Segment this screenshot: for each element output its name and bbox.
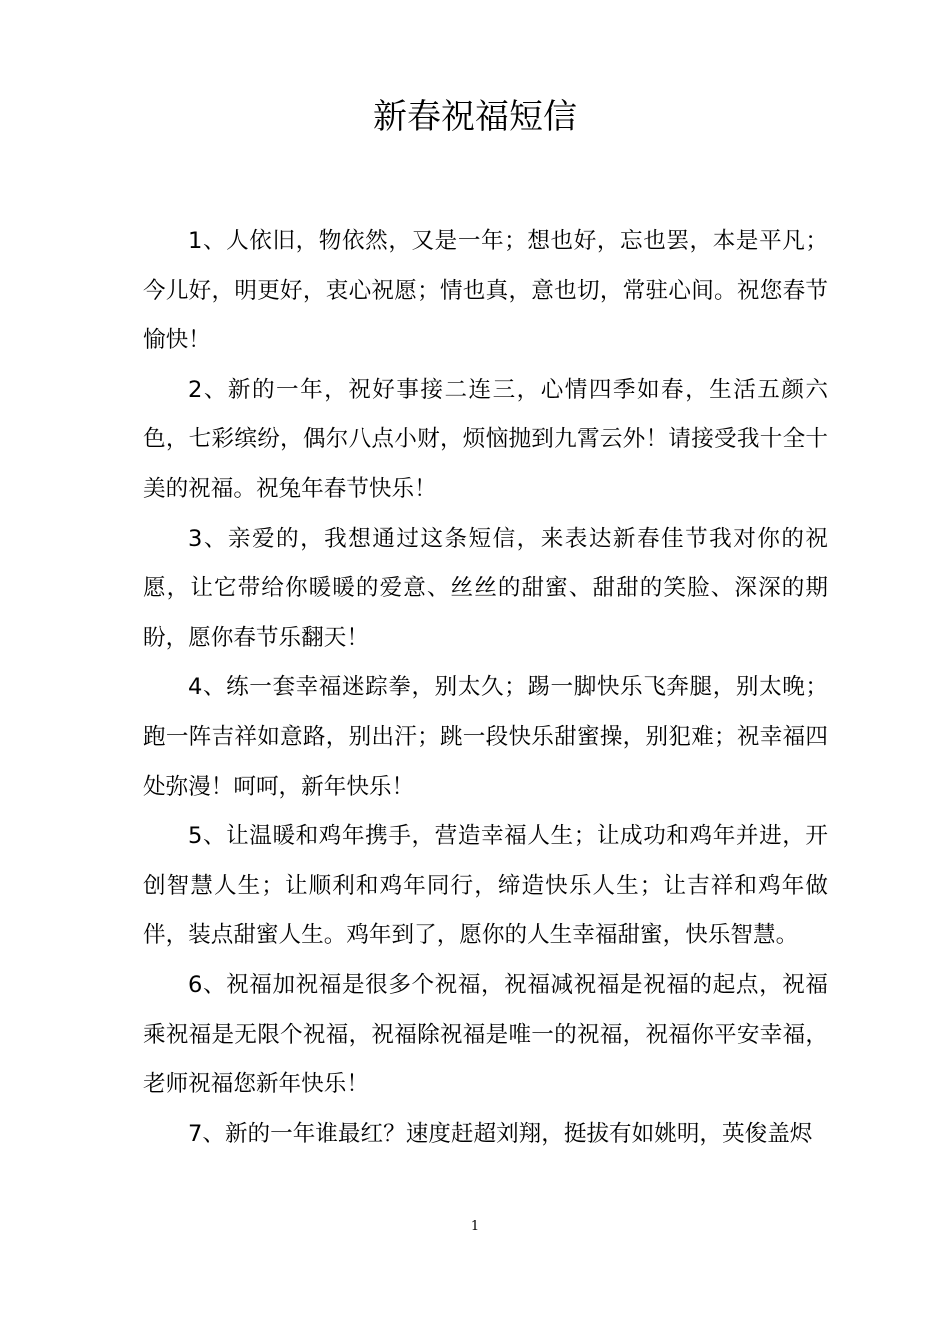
- document-title: 新春祝福短信: [373, 97, 577, 137]
- paragraph-1: 1、人依旧，物依然，又是一年；想也好，忘也罢，本是平凡；今儿好，明更好，衷心祝愿；情也真，意也切，常驻心间。祝您春节愉快！: [143, 228, 828, 354]
- paragraph-4: 4、练一套幸福迷踪拳，别太久；踢一脚快乐飞奔腿，别太晚；跑一阵吉祥如意路，别出汗；跳一段快乐甜蜜操，别犯难；祝幸福四处弥漫！呵呵，新年快乐！: [143, 674, 828, 800]
- paragraph-7: 7、新的一年谁最红？速度赶超刘翔，挺拔有如姚明，英俊盖烬: [188, 1120, 813, 1147]
- paragraph-5: 5、让温暖和鸡年携手，营造幸福人生；让成功和鸡年并进，开创智慧人生；让顺利和鸡年同行，缔造快乐人生；让吉祥和鸡年做伴，装点甜蜜人生。鸡年到了，愿你的人生幸福甜蜜，快乐智慧。: [143, 823, 828, 949]
- paragraph-6: 6、祝福加祝福是很多个祝福，祝福减祝福是祝福的起点，祝福乘祝福是无限个祝福，祝福除祝福是唯一的祝福，祝福你平安幸福，老师祝福您新年快乐！: [143, 971, 828, 1098]
- paragraph-2: 2、新的一年，祝好事接二连三，心情四季如春，生活五颜六色，七彩缤纷，偶尔八点小财，烦恼抛到九霄云外！请接受我十全十美的祝福。祝兔年春节快乐！: [143, 376, 828, 502]
- document-body: [143, 217, 828, 1159]
- paragraph-3: 3、亲爱的，我想通过这条短信，来表达新春佳节我对你的祝愿，让它带给你暖暖的爱意、丝丝的甜蜜、甜甜的笑脸、深深的期盼，愿你春节乐翻天！: [143, 525, 828, 651]
- page-number: 1: [470, 1219, 480, 1234]
